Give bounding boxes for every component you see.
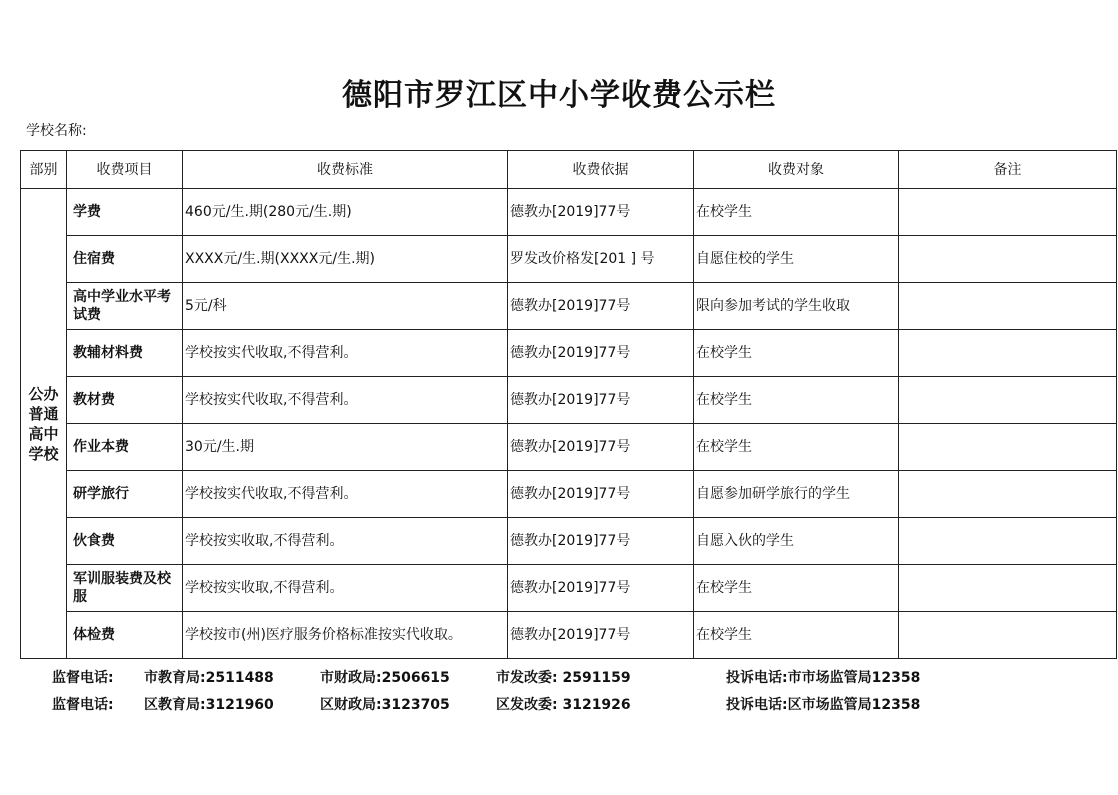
fee-target-cell: 自愿住校的学生	[694, 236, 899, 283]
fee-target-cell: 自愿参加研学旅行的学生	[694, 471, 899, 518]
district-complaint-phone: 投诉电话:区市场监管局12358	[726, 697, 921, 713]
fee-standard-cell: 学校按实代收取,不得营利。	[183, 471, 508, 518]
fee-note-cell	[899, 565, 1117, 612]
fee-basis-cell: 德教办[2019]77号	[508, 471, 694, 518]
table-row	[21, 236, 1117, 283]
fee-item-cell: 军训服装费及校服	[67, 565, 183, 612]
district-edu-phone: 区教育局:3121960	[144, 697, 274, 713]
fee-target-cell: 限向参加考试的学生收取	[694, 283, 899, 330]
fee-item-cell: 作业本费	[67, 424, 183, 471]
fee-item-cell: 学费	[67, 189, 183, 236]
fee-standard-cell: 学校按实代收取,不得营利。	[183, 330, 508, 377]
table-row	[21, 377, 1117, 424]
header-target: 收费对象	[694, 151, 899, 189]
fee-target-cell: 在校学生	[694, 424, 899, 471]
fee-item-cell: 住宿费	[67, 236, 183, 283]
fee-basis-cell: 德教办[2019]77号	[508, 424, 694, 471]
fee-standard-cell: 学校按市(州)医疗服务价格标准按实代收取。	[183, 612, 508, 659]
table-row	[21, 189, 1117, 236]
fee-standard-cell: XXXX元/生.期(XXXX元/生.期)	[183, 236, 508, 283]
table-row	[21, 424, 1117, 471]
fee-note-cell	[899, 189, 1117, 236]
header-dept: 部别	[21, 151, 67, 189]
table-row	[21, 471, 1117, 518]
header-note: 备注	[899, 151, 1117, 189]
fee-note-cell	[899, 471, 1117, 518]
fee-note-cell	[899, 236, 1117, 283]
fee-item-cell: 伙食费	[67, 518, 183, 565]
fee-basis-cell: 德教办[2019]77号	[508, 612, 694, 659]
fee-basis-cell: 德教办[2019]77号	[508, 189, 694, 236]
fee-item-cell: 教辅材料费	[67, 330, 183, 377]
fee-note-cell	[899, 330, 1117, 377]
fee-target-cell: 在校学生	[694, 330, 899, 377]
fee-note-cell	[899, 518, 1117, 565]
school-name-label: 学校名称:	[26, 123, 87, 139]
header-standard: 收费标准	[183, 151, 508, 189]
supervision-label: 监督电话:	[52, 697, 114, 713]
table-row	[21, 283, 1117, 330]
fee-target-cell: 在校学生	[694, 377, 899, 424]
fee-target-cell: 在校学生	[694, 612, 899, 659]
fee-target-cell: 在校学生	[694, 189, 899, 236]
page-title: 德阳市罗江区中小学收费公示栏	[342, 78, 776, 113]
fee-note-cell	[899, 377, 1117, 424]
fee-standard-cell: 学校按实收取,不得营利。	[183, 565, 508, 612]
table-row	[21, 330, 1117, 377]
fee-item-cell: 研学旅行	[67, 471, 183, 518]
fee-basis-cell: 德教办[2019]77号	[508, 518, 694, 565]
fee-target-cell: 自愿入伙的学生	[694, 518, 899, 565]
fee-standard-cell: 5元/科	[183, 283, 508, 330]
supervision-label: 监督电话:	[52, 670, 114, 686]
district-dev-phone: 区发改委: 3121926	[496, 697, 631, 713]
table-row	[21, 612, 1117, 659]
fee-basis-cell: 德教办[2019]77号	[508, 377, 694, 424]
fee-item-cell: 教材费	[67, 377, 183, 424]
fee-target-cell: 在校学生	[694, 565, 899, 612]
header-basis: 收费依据	[508, 151, 694, 189]
department-cell: 公办普通高中学校	[21, 189, 67, 659]
fee-standard-cell: 学校按实收取,不得营利。	[183, 518, 508, 565]
table-header-row	[21, 151, 1117, 189]
table-row	[21, 518, 1117, 565]
fee-item-cell: 体检费	[67, 612, 183, 659]
city-complaint-phone: 投诉电话:市市场监管局12358	[726, 670, 921, 686]
header-item: 收费项目	[67, 151, 183, 189]
fee-item-cell: 高中学业水平考试费	[67, 283, 183, 330]
fee-note-cell	[899, 612, 1117, 659]
fee-standard-cell: 30元/生.期	[183, 424, 508, 471]
city-dev-phone: 市发改委: 2591159	[496, 670, 631, 686]
district-finance-phone: 区财政局:3123705	[320, 697, 450, 713]
fee-basis-cell: 罗发改价格发[201 ] 号	[508, 236, 694, 283]
fee-standard-cell: 学校按实代收取,不得营利。	[183, 377, 508, 424]
fee-basis-cell: 德教办[2019]77号	[508, 283, 694, 330]
fee-basis-cell: 德教办[2019]77号	[508, 565, 694, 612]
fee-basis-cell: 德教办[2019]77号	[508, 330, 694, 377]
fee-note-cell	[899, 424, 1117, 471]
fee-standard-cell: 460元/生.期(280元/生.期)	[183, 189, 508, 236]
fee-table	[20, 150, 1117, 659]
city-edu-phone: 市教育局:2511488	[144, 670, 274, 686]
fee-note-cell	[899, 283, 1117, 330]
table-row	[21, 565, 1117, 612]
city-finance-phone: 市财政局:2506615	[320, 670, 450, 686]
